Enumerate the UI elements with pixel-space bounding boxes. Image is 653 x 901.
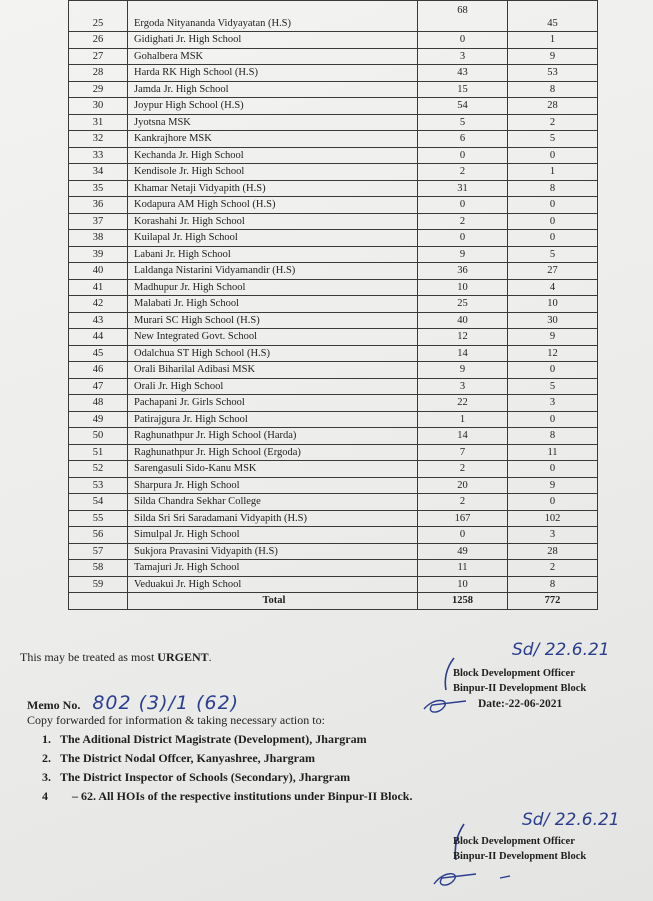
count-2-cell: 27 (508, 263, 598, 280)
count-2-cell: 9 (508, 477, 598, 494)
count-1-cell: 11 (418, 560, 508, 577)
serial-number-cell: 42 (69, 296, 128, 313)
table-row (69, 395, 598, 412)
school-name-cell: Orali Jr. High School (128, 378, 418, 395)
school-name-cell: Ergoda Nityananda Vidyayatan (H.S) (128, 1, 418, 32)
count-1-cell: 167 (418, 510, 508, 527)
recipient-item (42, 787, 412, 806)
table-row (69, 32, 598, 49)
count-2-cell: 10 (508, 296, 598, 313)
notice-text: This may be treated as most (20, 650, 158, 664)
table-row (69, 246, 598, 263)
recipient-text: The Aditional District Magistrate (Development), Jhargram (60, 732, 367, 746)
count-2-cell: 1 (508, 32, 598, 49)
school-name-cell: Sarengasuli Sido-Kanu MSK (128, 461, 418, 478)
signature-title-1: Block Development Officer (453, 668, 575, 679)
count-1-cell: 20 (418, 477, 508, 494)
memo-number: 802 (3)/1 (62) (92, 692, 240, 714)
school-name-cell: Madhupur Jr. High School (128, 279, 418, 296)
serial-number-cell: 25 (69, 1, 128, 32)
count-1-cell: 5 (418, 114, 508, 131)
count-1-cell: 2 (418, 213, 508, 230)
recipient-number: 3. (42, 770, 51, 784)
count-1-cell: 6 (418, 131, 508, 148)
table-row (69, 131, 598, 148)
count-1-cell: 3 (418, 378, 508, 395)
count-1-cell: 10 (418, 279, 508, 296)
school-table-container (68, 0, 598, 610)
serial-number-cell: 43 (69, 312, 128, 329)
serial-number-cell: 30 (69, 98, 128, 115)
count-1-cell: 36 (418, 263, 508, 280)
table-row (69, 81, 598, 98)
serial-number-cell: 48 (69, 395, 128, 412)
recipient-list (42, 730, 412, 806)
count-1-cell: 0 (418, 230, 508, 247)
count-2-cell: 3 (508, 527, 598, 544)
count-2-cell: 2 (508, 560, 598, 577)
count-1-cell: 12 (418, 329, 508, 346)
count-2-cell: 8 (508, 180, 598, 197)
notice-suffix: . (208, 650, 212, 664)
table-row (69, 263, 598, 280)
table-row (69, 461, 598, 478)
serial-number-cell: 38 (69, 230, 128, 247)
table-row (69, 197, 598, 214)
count-2-cell: 11 (508, 444, 598, 461)
count-2-cell: 2 (508, 114, 598, 131)
serial-number-cell: 28 (69, 65, 128, 82)
count-2-cell: 3 (508, 395, 598, 412)
total-empty-cell (69, 593, 128, 610)
count-2-cell: 9 (508, 329, 598, 346)
table-row (69, 378, 598, 395)
count-1-cell: 14 (418, 428, 508, 445)
count-2-cell: 30 (508, 312, 598, 329)
serial-number-cell: 50 (69, 428, 128, 445)
school-name-cell: Gohalbera MSK (128, 48, 418, 65)
school-name-cell: New Integrated Govt. School (128, 329, 418, 346)
count-2-cell: 53 (508, 65, 598, 82)
count-1-cell: 10 (418, 576, 508, 593)
serial-number-cell: 51 (69, 444, 128, 461)
signature-flourish-2 (430, 866, 520, 892)
count-2-cell: 8 (508, 81, 598, 98)
table-body (69, 1, 598, 610)
count-2-cell: 0 (508, 362, 598, 379)
table-row (69, 510, 598, 527)
count-2-cell: 9 (508, 48, 598, 65)
count-2-cell: 4 (508, 279, 598, 296)
serial-number-cell: 45 (69, 345, 128, 362)
signature-block-2 (453, 834, 586, 864)
serial-number-cell: 37 (69, 213, 128, 230)
serial-number-cell: 56 (69, 527, 128, 544)
count-2-cell: 102 (508, 510, 598, 527)
school-name-cell: Labani Jr. High School (128, 246, 418, 263)
count-1-cell: 43 (418, 65, 508, 82)
count-2-cell: 8 (508, 428, 598, 445)
table-row (69, 560, 598, 577)
table-row (69, 147, 598, 164)
signature-initials-1: Sd/ 22.6.21 (512, 640, 610, 660)
school-name-cell: Simulpal Jr. High School (128, 527, 418, 544)
count-1-cell: 3 (418, 48, 508, 65)
count-2-cell: 5 (508, 246, 598, 263)
count-1-cell: 22 (418, 395, 508, 412)
count-1-cell: 54 (418, 98, 508, 115)
count-1-cell: 0 (418, 527, 508, 544)
recipient-number: 1. (42, 732, 51, 746)
count-2-cell: 8 (508, 576, 598, 593)
school-name-cell: Sukjora Pravasini Vidyapith (H.S) (128, 543, 418, 560)
serial-number-cell: 36 (69, 197, 128, 214)
school-name-cell: Gidighati Jr. High School (128, 32, 418, 49)
school-name-cell: Kuilapal Jr. High School (128, 230, 418, 247)
school-name-cell: Jamda Jr. High School (128, 81, 418, 98)
school-name-cell: Silda Chandra Sekhar College (128, 494, 418, 511)
count-1-cell: 7 (418, 444, 508, 461)
serial-number-cell: 31 (69, 114, 128, 131)
signature-flourish-1 (420, 695, 470, 717)
serial-number-cell: 59 (69, 576, 128, 593)
count-1-cell: 15 (418, 81, 508, 98)
total-row (69, 593, 598, 610)
school-name-cell: Kendisole Jr. High School (128, 164, 418, 181)
total-count-1-cell: 1258 (418, 593, 508, 610)
count-1-cell: 0 (418, 147, 508, 164)
count-2-cell: 0 (508, 230, 598, 247)
table-row (69, 329, 598, 346)
signature-office-1: Binpur-II Development Block (453, 683, 587, 694)
table-row (69, 48, 598, 65)
school-name-cell: Jyotsna MSK (128, 114, 418, 131)
table-row (69, 494, 598, 511)
serial-number-cell: 29 (69, 81, 128, 98)
serial-number-cell: 52 (69, 461, 128, 478)
serial-number-cell: 46 (69, 362, 128, 379)
school-name-cell: Tamajuri Jr. High School (128, 560, 418, 577)
table-row (69, 543, 598, 560)
recipient-item (42, 768, 412, 787)
table-row (69, 164, 598, 181)
school-name-cell: Korashahi Jr. High School (128, 213, 418, 230)
table-row (69, 230, 598, 247)
school-name-cell: Sharpura Jr. High School (128, 477, 418, 494)
count-1-cell: 68 (418, 1, 508, 32)
table-row (69, 213, 598, 230)
school-name-cell: Joypur High School (H.S) (128, 98, 418, 115)
count-1-cell: 31 (418, 180, 508, 197)
count-1-cell: 1 (418, 411, 508, 428)
count-1-cell: 2 (418, 164, 508, 181)
school-name-cell: Malabati Jr. High School (128, 296, 418, 313)
serial-number-cell: 47 (69, 378, 128, 395)
count-2-cell: 1 (508, 164, 598, 181)
count-2-cell: 28 (508, 543, 598, 560)
signature-title-2: Block Development Officer (453, 836, 575, 847)
serial-number-cell: 33 (69, 147, 128, 164)
count-1-cell: 2 (418, 494, 508, 511)
recipient-item (42, 730, 412, 749)
school-name-cell: Kankrajhore MSK (128, 131, 418, 148)
recipient-text: – 62. All HOIs of the respective institutions under Binpur-II Block. (72, 789, 413, 803)
signature-office-2: Binpur-II Development Block (453, 851, 587, 862)
count-2-cell: 5 (508, 131, 598, 148)
count-2-cell: 5 (508, 378, 598, 395)
table-row (69, 411, 598, 428)
table-row (69, 527, 598, 544)
school-count-table (68, 0, 598, 610)
serial-number-cell: 26 (69, 32, 128, 49)
memo-label: Memo No. (27, 698, 81, 712)
serial-number-cell: 27 (69, 48, 128, 65)
table-row (69, 576, 598, 593)
count-2-cell: 0 (508, 213, 598, 230)
serial-number-cell: 53 (69, 477, 128, 494)
serial-number-cell: 58 (69, 560, 128, 577)
signature-initials-2: Sd/ 22.6.21 (522, 810, 620, 830)
serial-number-cell: 41 (69, 279, 128, 296)
count-1-cell: 0 (418, 32, 508, 49)
count-1-cell: 9 (418, 362, 508, 379)
serial-number-cell: 57 (69, 543, 128, 560)
count-2-cell: 45 (508, 1, 598, 32)
recipient-number: 4 (42, 789, 48, 803)
table-row (69, 362, 598, 379)
table-row (69, 1, 598, 32)
recipient-text: The District Inspector of Schools (Secondary), Jhargram (60, 770, 351, 784)
school-name-cell: Khamar Netaji Vidyapith (H.S) (128, 180, 418, 197)
serial-number-cell: 34 (69, 164, 128, 181)
count-2-cell: 12 (508, 345, 598, 362)
school-name-cell: Odalchua ST High School (H.S) (128, 345, 418, 362)
school-name-cell: Laldanga Nistarini Vidyamandir (H.S) (128, 263, 418, 280)
school-name-cell: Harda RK High School (H.S) (128, 65, 418, 82)
serial-number-cell: 49 (69, 411, 128, 428)
table-row (69, 312, 598, 329)
school-name-cell: Kodapura AM High School (H.S) (128, 197, 418, 214)
table-row (69, 65, 598, 82)
serial-number-cell: 55 (69, 510, 128, 527)
signature-block-1 (453, 666, 586, 696)
table-row (69, 279, 598, 296)
urgent-notice (20, 650, 212, 665)
serial-number-cell: 39 (69, 246, 128, 263)
memo-date: Date:-22-06-2021 (478, 698, 563, 710)
table-row (69, 180, 598, 197)
serial-number-cell: 35 (69, 180, 128, 197)
count-2-cell: 0 (508, 461, 598, 478)
recipient-text: The District Nodal Offcer, Kanyashree, Jhargram (60, 751, 315, 765)
table-row (69, 98, 598, 115)
total-count-2-cell: 772 (508, 593, 598, 610)
school-name-cell: Patirajgura Jr. High School (128, 411, 418, 428)
total-label-cell: Total (128, 593, 418, 610)
count-1-cell: 14 (418, 345, 508, 362)
school-name-cell: Pachapani Jr. Girls School (128, 395, 418, 412)
copy-forwarded-text: Copy forwarded for information & taking necessary action to: (27, 713, 325, 727)
table-row (69, 114, 598, 131)
count-2-cell: 28 (508, 98, 598, 115)
recipient-number: 2. (42, 751, 51, 765)
notice-emphasis: URGENT (157, 650, 209, 664)
count-1-cell: 40 (418, 312, 508, 329)
school-name-cell: Kechanda Jr. High School (128, 147, 418, 164)
count-2-cell: 0 (508, 494, 598, 511)
school-name-cell: Raghunathpur Jr. High School (Harda) (128, 428, 418, 445)
count-1-cell: 9 (418, 246, 508, 263)
table-row (69, 477, 598, 494)
recipient-item (42, 749, 412, 768)
count-1-cell: 49 (418, 543, 508, 560)
serial-number-cell: 44 (69, 329, 128, 346)
count-2-cell: 0 (508, 147, 598, 164)
serial-number-cell: 40 (69, 263, 128, 280)
count-2-cell: 0 (508, 197, 598, 214)
count-1-cell: 0 (418, 197, 508, 214)
table-row (69, 345, 598, 362)
table-row (69, 444, 598, 461)
count-2-cell: 0 (508, 411, 598, 428)
memo-line (27, 692, 239, 714)
school-name-cell: Murari SC High School (H.S) (128, 312, 418, 329)
table-row (69, 296, 598, 313)
school-name-cell: Orali Biharilal Adibasi MSK (128, 362, 418, 379)
school-name-cell: Silda Sri Sri Saradamani Vidyapith (H.S) (128, 510, 418, 527)
school-name-cell: Raghunathpur Jr. High School (Ergoda) (128, 444, 418, 461)
table-row (69, 428, 598, 445)
serial-number-cell: 32 (69, 131, 128, 148)
count-1-cell: 2 (418, 461, 508, 478)
count-1-cell: 25 (418, 296, 508, 313)
serial-number-cell: 54 (69, 494, 128, 511)
school-name-cell: Veduakui Jr. High School (128, 576, 418, 593)
